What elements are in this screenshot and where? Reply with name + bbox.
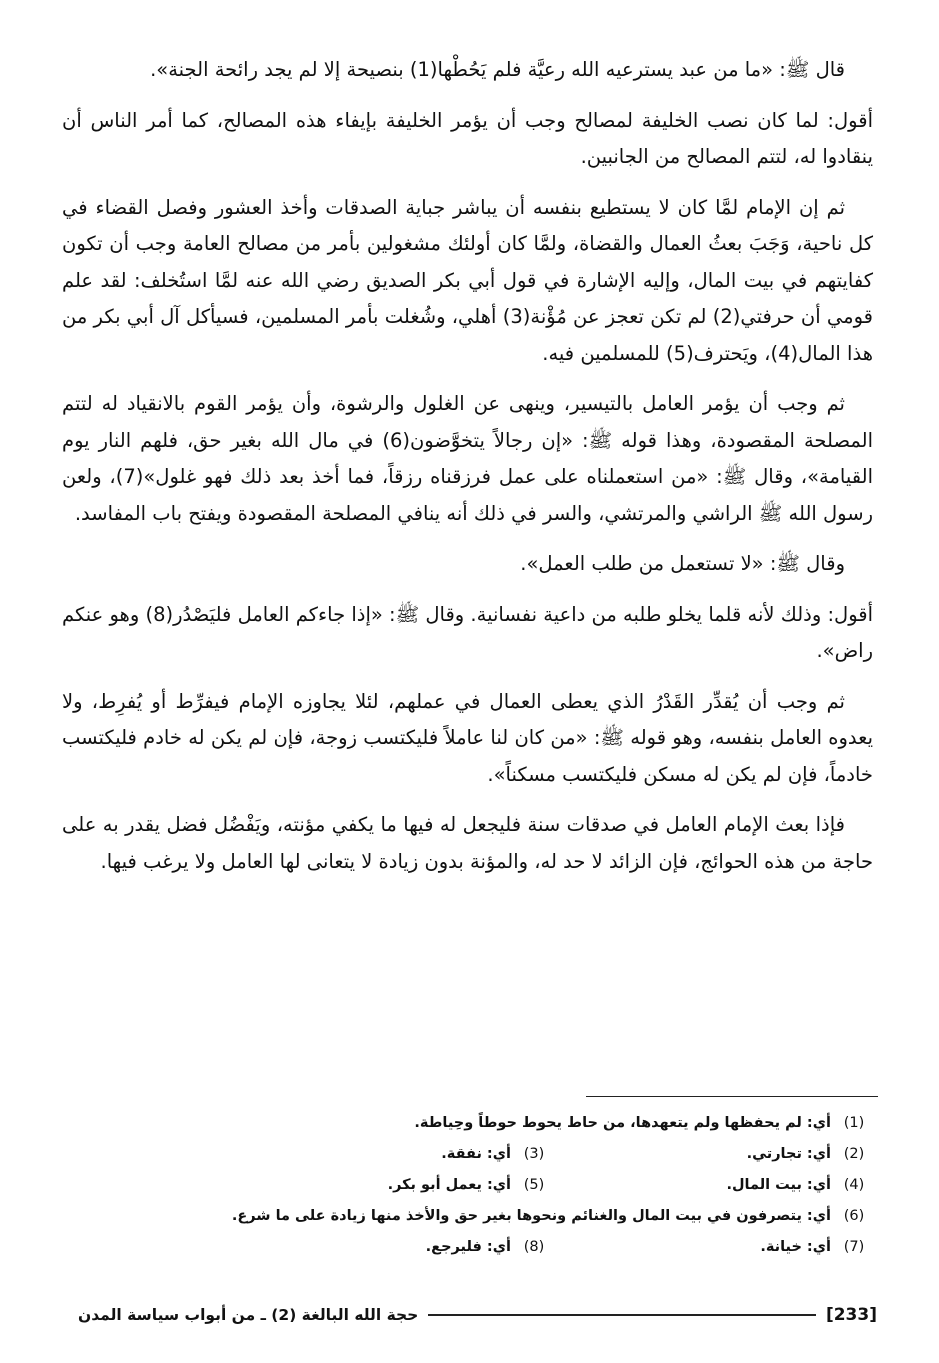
footnote-text: أي: فليرجع. <box>425 1239 511 1255</box>
footnote-text: أي: نفقة. <box>441 1146 511 1162</box>
paragraph-hadith-2: وقال ﷺ: «لا تستعمل من طلب العمل». <box>520 552 845 575</box>
footnote-1 <box>414 1108 877 1139</box>
footnote-number: (2) <box>843 1146 865 1162</box>
footnote-row <box>57 1139 877 1170</box>
main-text <box>62 52 873 880</box>
paragraph-aqul-1: أقول: لما كان نصب الخليفة لمصالح وجب أن يؤمر الخليفة بإيفاء هذه المصالح، كما أمر الناس أن ينقادوا له، لتتم المصالح من الجانبين. <box>62 108 873 168</box>
footnotes <box>57 1108 877 1263</box>
footnote-5 <box>237 1170 557 1201</box>
footnote-divider <box>586 1096 878 1097</box>
footnote-4 <box>557 1170 877 1201</box>
footnote-3 <box>237 1139 557 1170</box>
footnote-number: (3) <box>523 1146 545 1162</box>
page-footer <box>78 1300 877 1330</box>
paragraph-measure: ثم وجب أن يُقدِّر القَدْرُ الذي يعطى العمال في عملهم، لئلا يجاوزه الإمام فيفرِّط أو يُفرِط، ولا يعدوه العامل بنفسه، وهو قوله ﷺ: «من كان لنا عاملاً فليكتسب زوجة، فإن لم يكن له خادم فليكتسب خادماً، فإن لم يكن له مسكن فليكتسب مسكناً». <box>62 689 873 786</box>
book-title: حجة الله البالغة (2) ـ من أبواب سياسة المدن <box>78 1306 419 1324</box>
paragraph-facilitation: ثم وجب أن يؤمر العامل بالتيسير، وينهى عن الغلول والرشوة، وأن يؤمر القوم بالانقياد له لتتم المصلحة المقصودة، وهذا قوله ﷺ: «إن رجالاً يتخوَّضون(6) في مال الله بغير حق، فلهم النار يوم القيامة»، وقال ﷺ: «من استعملناه على عمل فرزقناه رزقاً، فما أخذ بعد ذلك فهو غلول»(7)، ولعن رسول الله ﷺ الراشي والمرتشي، والسر في ذلك أنه ينافي المصلحة المقصودة ويفتح باب المفاسد. <box>62 392 874 525</box>
footnote-text: أي: يتصرفون في بيت المال والغنائم ونحوها بغير حق والأخذ منها زيادة على ما شرع. <box>231 1208 831 1224</box>
paragraph-sadaqat: فإذا بعث الإمام العامل في صدقات سنة فليجعل له فيها ما يكفي مؤنته، ويَفْضُل فضل يقدر به على حاجة من هذه الحوائج، فإن الزائد لا حد له، والمؤنة بدون زيادة لا يتعانى لها العامل ولا يرغب فيها. <box>62 813 873 873</box>
page-number: [233] <box>825 1305 877 1325</box>
footer-rule <box>428 1314 816 1316</box>
footnote-text: أي: يعمل أبو بكر. <box>387 1177 511 1193</box>
footnote-number: (1) <box>843 1115 865 1131</box>
footnote-number: (6) <box>843 1208 865 1224</box>
paragraph-hadith-1: قال ﷺ: «ما من عبد يسترعيه الله رعيَّة فلم يَحُطْها(1) بنصيحة إلا لم يجد رائحة الجنة». <box>150 58 845 81</box>
footnote-row <box>57 1201 877 1232</box>
paragraph-workers: ثم إن الإمام لمَّا كان لا يستطيع بنفسه أن يباشر جباية الصدقات وأخذ العشور وفصل القضاء في كل ناحية، وَجَبَ بعثُ العمال والقضاة، ولمَّا كان أولئك مشغولين بأمر من مصالح العامة وجب أن تكون كفايتهم في بيت المال، وإليه الإشارة في قول أبي بكر الصديق رضي الله عنه لمَّا استُخلف: لقد علم قومي أن حرفتي(2) لم تكن تعجز عن مُؤْنة(3) أهلي، وشُغلت بأمر المسلمين، فسيأكل آل أبي بكر من هذا المال(4)، ويَحترف(5) للمسلمين فيه. <box>62 195 873 365</box>
footnote-8 <box>237 1232 557 1263</box>
footnote-row <box>57 1108 877 1139</box>
footnote-number: (7) <box>843 1239 865 1255</box>
footnote-number: (8) <box>523 1239 545 1255</box>
paragraph-aqul-2: أقول: وذلك لأنه قلما يخلو طلبه من داعية نفسانية. وقال ﷺ: «إذا جاءكم العامل فليَصْدُر(8) وهو عنكم راض». <box>62 602 874 662</box>
footnote-number: (4) <box>843 1177 865 1193</box>
footnote-text: أي: لم يحفظها ولم يتعهدها، من حاط يحوط حوطاً وحِياطة. <box>414 1115 831 1131</box>
footnote-text: أي: تجارتي. <box>746 1146 831 1162</box>
footnote-number: (5) <box>523 1177 545 1193</box>
footnote-7 <box>557 1232 877 1263</box>
footnote-text: أي: بيت المال. <box>726 1177 831 1193</box>
footnote-text: أي: خيانة. <box>760 1239 831 1255</box>
footnote-row <box>57 1232 877 1263</box>
footnote-6 <box>232 1201 877 1232</box>
footnote-2 <box>557 1139 877 1170</box>
footnote-row <box>57 1170 877 1201</box>
